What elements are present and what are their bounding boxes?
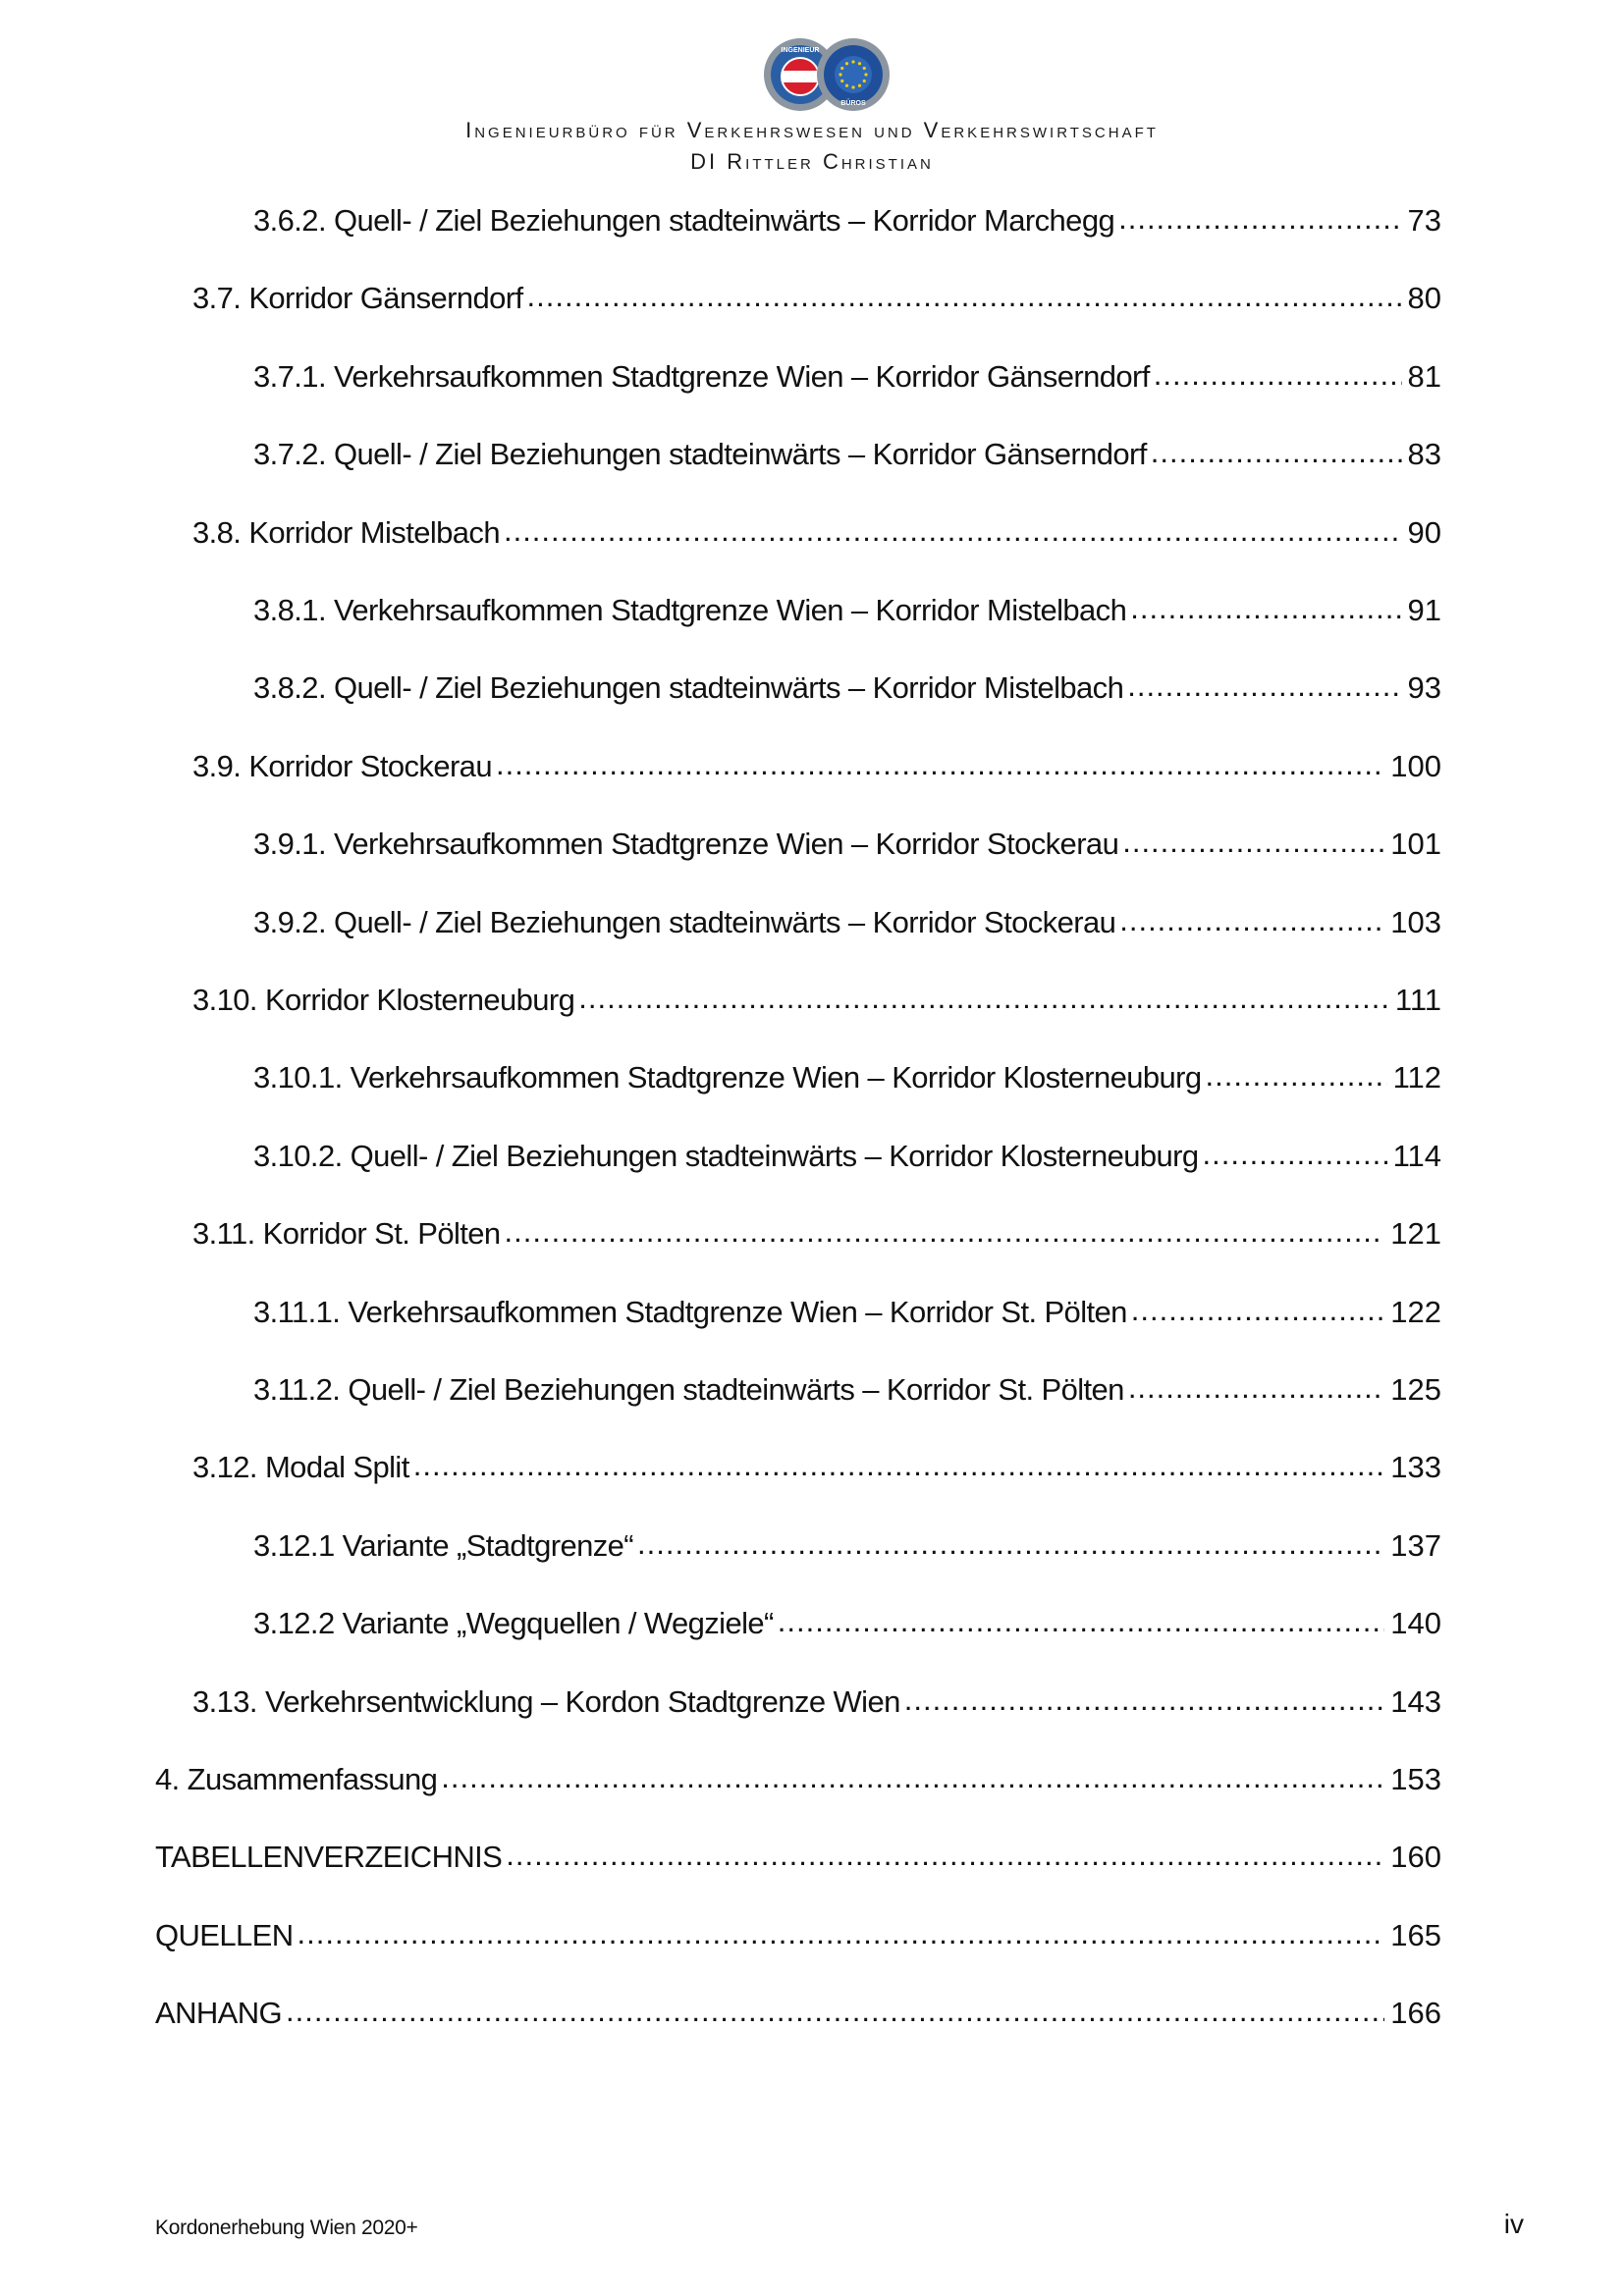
- toc-leader-dots: [1206, 1056, 1387, 1095]
- toc-entry-title: QUELLEN: [155, 1917, 294, 1952]
- toc-entry[interactable]: [253, 1137, 1441, 1176]
- toc-leader-dots: [441, 1758, 1384, 1797]
- toc-entry-title: 3.9.2. Quell- / Ziel Beziehungen stadteinwärts – Korridor Stockerau: [253, 904, 1116, 939]
- toc-entry-page: 121: [1390, 1216, 1441, 1252]
- toc-entry[interactable]: [192, 1448, 1441, 1487]
- toc-entry[interactable]: [253, 1293, 1441, 1332]
- toc-entry-page: 112: [1392, 1060, 1441, 1095]
- toc-leader-dots: [1131, 1291, 1384, 1330]
- toc-entry-title: 3.10.2. Quell- / Ziel Beziehungen stadteinwärts – Korridor Klosterneuburg: [253, 1138, 1199, 1173]
- toc-entry-page: 73: [1407, 203, 1441, 238]
- logo-text-top: INGENIEUR: [781, 47, 820, 54]
- toc-entry[interactable]: [253, 1604, 1441, 1643]
- toc-entry-title: 3.7. Korridor Gänserndorf: [192, 281, 523, 316]
- toc-entry-title: 3.6.2. Quell- / Ziel Beziehungen stadteinwärts – Korridor Marchegg: [253, 203, 1115, 238]
- toc-entry-title: 4. Zusammenfassung: [155, 1762, 438, 1796]
- toc-leader-dots: [637, 1524, 1384, 1564]
- eu-star-icon: [851, 60, 854, 63]
- toc-entry-title: 3.9. Korridor Stockerau: [192, 748, 492, 783]
- toc-entry[interactable]: [155, 1838, 1441, 1877]
- firm-name: Ingenieurbüro für Verkehrswesen und Verkehrswirtschaft: [465, 118, 1159, 142]
- eu-star-icon: [840, 67, 843, 70]
- eu-star-icon: [845, 62, 848, 65]
- toc-leader-dots: [778, 1602, 1385, 1641]
- toc-leader-dots: [1119, 901, 1384, 940]
- eu-star-icon: [851, 85, 854, 88]
- toc-leader-dots: [298, 1914, 1385, 1953]
- toc-entry[interactable]: [253, 668, 1441, 708]
- toc-entry-title: 3.7.1. Verkehrsaufkommen Stadtgrenze Wien – Korridor Gänserndorf: [253, 358, 1150, 394]
- toc-entry-title: ANHANG: [155, 1996, 283, 2031]
- toc-entry-title: 3.11.1. Verkehrsaufkommen Stadtgrenze Wien – Korridor St. Pölten: [253, 1294, 1127, 1329]
- toc-entry-title: 3.8.2. Quell- / Ziel Beziehungen stadteinwärts – Korridor Mistelbach: [253, 670, 1124, 706]
- eu-star-icon: [845, 84, 848, 87]
- toc-entry-page: 122: [1390, 1294, 1441, 1329]
- toc-leader-dots: [504, 511, 1402, 551]
- toc-entry[interactable]: [155, 1916, 1441, 1955]
- toc-leader-dots: [1127, 667, 1401, 706]
- toc-entry-title: 3.13. Verkehrsentwicklung – Kordon Stadtgrenze Wien: [192, 1683, 900, 1719]
- toc-entry[interactable]: [253, 903, 1441, 942]
- toc-entry-title: 3.12. Modal Split: [192, 1450, 409, 1485]
- toc-entry-title: TABELLENVERZEICHNIS: [155, 1840, 503, 1875]
- toc-entry[interactable]: [192, 1682, 1441, 1722]
- toc-entry-page: 91: [1407, 593, 1441, 627]
- toc-entry[interactable]: [253, 825, 1441, 864]
- toc-entry[interactable]: [192, 279, 1441, 318]
- toc-entry[interactable]: [253, 435, 1441, 474]
- toc-entry-title: 3.7.2. Quell- / Ziel Beziehungen stadteinwärts – Korridor Gänserndorf: [253, 437, 1147, 472]
- toc-entry-page: 165: [1390, 1917, 1441, 1952]
- eu-star-icon: [863, 80, 866, 82]
- toc-entry[interactable]: [253, 591, 1441, 630]
- toc-entry-page: 114: [1392, 1138, 1441, 1173]
- toc-entry-page: 137: [1390, 1527, 1441, 1563]
- toc-entry-page: 100: [1390, 748, 1441, 783]
- eu-star-icon: [858, 84, 861, 87]
- toc-entry[interactable]: [192, 981, 1441, 1020]
- toc-leader-dots: [1151, 433, 1402, 472]
- firm-owner: DI Rittler Christian: [690, 149, 934, 174]
- logo-text-bottom: BÜROS: [840, 100, 866, 107]
- toc-entry-page: 81: [1407, 358, 1441, 394]
- toc-entry-title: 3.8. Korridor Mistelbach: [192, 514, 500, 550]
- toc-entry[interactable]: [253, 1058, 1441, 1097]
- toc-leader-dots: [505, 1212, 1385, 1252]
- toc-leader-dots: [1203, 1135, 1387, 1174]
- toc-entry[interactable]: [155, 1760, 1441, 1799]
- toc-leader-dots: [578, 979, 1389, 1018]
- toc-entry[interactable]: [253, 357, 1441, 397]
- ingenieurbueros-logo: [758, 35, 895, 114]
- toc-leader-dots: [1118, 199, 1401, 239]
- eu-star-icon: [840, 80, 843, 82]
- toc-entry[interactable]: [253, 1370, 1441, 1410]
- toc-entry-page: 133: [1390, 1450, 1441, 1485]
- toc-entry-page: 80: [1407, 281, 1441, 316]
- toc-entry-title: 3.11. Korridor St. Pölten: [192, 1216, 501, 1252]
- toc-leader-dots: [286, 1992, 1384, 2031]
- toc-entry-page: 125: [1390, 1372, 1441, 1407]
- eu-star-icon: [858, 62, 861, 65]
- toc-leader-dots: [496, 745, 1384, 784]
- toc-entry[interactable]: [253, 1526, 1441, 1566]
- toc-leader-dots: [1122, 823, 1384, 862]
- toc-entry-title: 3.12.1 Variante „Stadtgrenze“: [253, 1527, 633, 1563]
- toc-entry-page: 83: [1407, 437, 1441, 472]
- toc-entry-page: 101: [1390, 827, 1441, 862]
- toc-entry-title: 3.8.1. Verkehrsaufkommen Stadtgrenze Wien – Korridor Mistelbach: [253, 593, 1127, 627]
- toc-entry-page: 153: [1390, 1762, 1441, 1796]
- toc-entry[interactable]: [253, 201, 1441, 240]
- toc-entry-page: 140: [1390, 1606, 1441, 1641]
- toc-entry-title: 3.10. Korridor Klosterneuburg: [192, 983, 575, 1017]
- toc-entry-page: 143: [1390, 1683, 1441, 1719]
- toc-leader-dots: [904, 1681, 1385, 1720]
- eu-star-icon: [839, 73, 841, 76]
- footer-page-number: iv: [1503, 2209, 1524, 2239]
- toc-leader-dots: [1128, 1368, 1384, 1408]
- toc-entry-page: 90: [1407, 514, 1441, 550]
- toc-entry[interactable]: [155, 1994, 1441, 2033]
- toc-entry-page: 160: [1390, 1840, 1441, 1875]
- toc-entry[interactable]: [192, 513, 1441, 553]
- eu-star-icon: [864, 73, 867, 76]
- toc-entry-page: 103: [1390, 904, 1441, 939]
- toc-entry[interactable]: [192, 1214, 1441, 1254]
- eu-star-icon: [863, 67, 866, 70]
- toc-leader-dots: [1154, 355, 1402, 395]
- toc-entry-page: 111: [1394, 983, 1441, 1017]
- footer-document-title: Kordonerhebung Wien 2020+: [155, 2216, 418, 2239]
- toc-entry-title: 3.11.2. Quell- / Ziel Beziehungen stadteinwärts – Korridor St. Pölten: [253, 1372, 1124, 1407]
- toc-entry-title: 3.10.1. Verkehrsaufkommen Stadtgrenze Wien – Korridor Klosterneuburg: [253, 1060, 1202, 1095]
- toc-leader-dots: [506, 1836, 1384, 1875]
- toc-entry[interactable]: [192, 747, 1441, 786]
- toc-entry-title: 3.9.1. Verkehrsaufkommen Stadtgrenze Wien – Korridor Stockerau: [253, 827, 1119, 862]
- toc-leader-dots: [413, 1446, 1385, 1485]
- toc-entry-title: 3.12.2 Variante „Wegquellen / Wegziele“: [253, 1606, 774, 1641]
- toc-entry-page: 166: [1390, 1996, 1441, 2031]
- toc-entry-page: 93: [1407, 670, 1441, 706]
- toc-leader-dots: [1130, 589, 1401, 628]
- toc-leader-dots: [527, 277, 1402, 316]
